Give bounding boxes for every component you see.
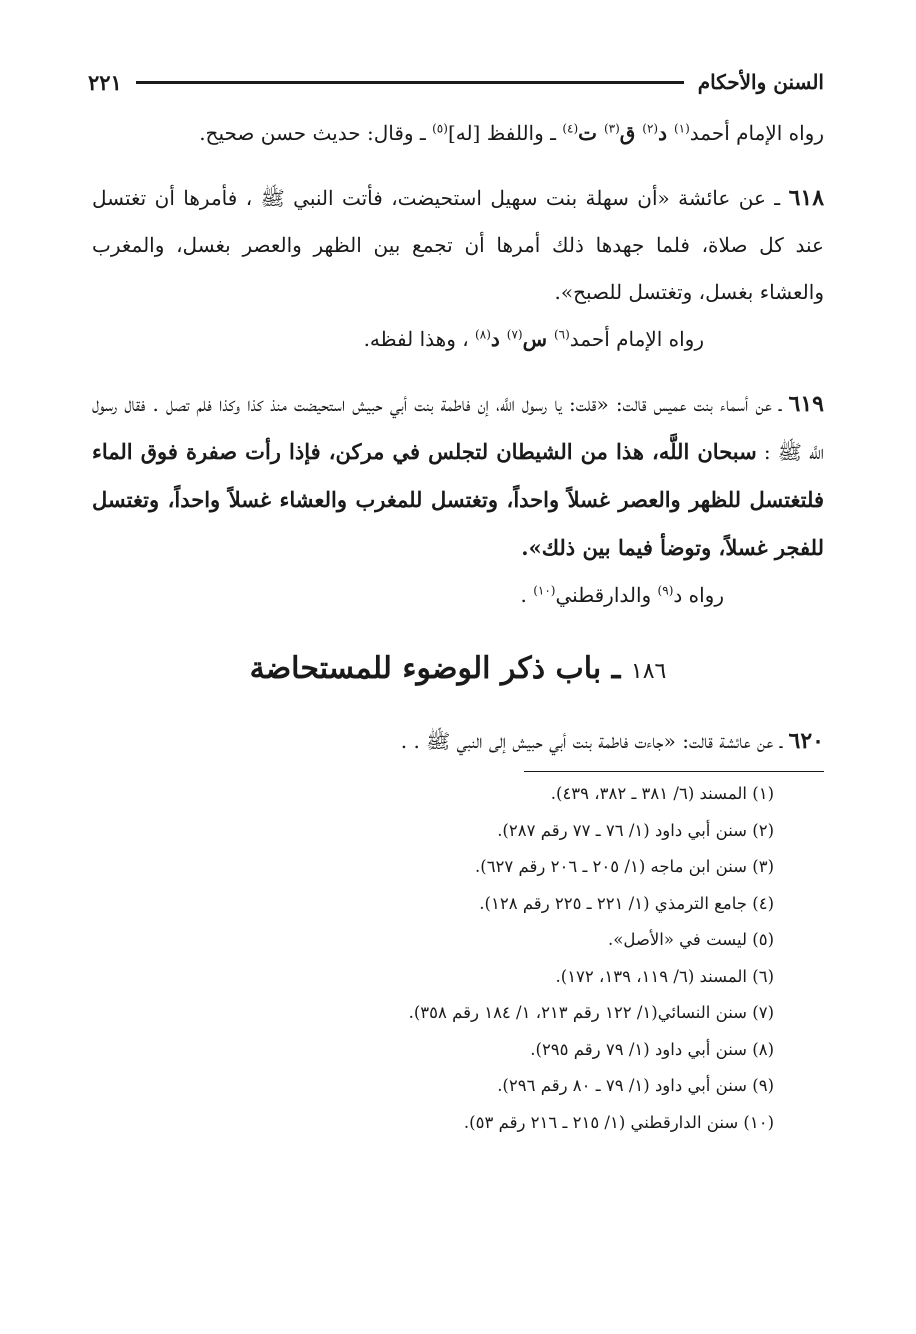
hadith-618 (92, 175, 824, 316)
footnote-ref: (٩) (657, 583, 674, 598)
chapter-number: ١٨٦ (630, 659, 667, 684)
footnote-ref: (٨) (475, 327, 491, 342)
footnote-ref: (٣) (603, 121, 620, 136)
page-number: ٢٢١ (88, 69, 122, 95)
footnote: (١) المسند (٦/ ٣٨١ ـ ٣٨٢، ٤٣٩). (550, 784, 774, 803)
spacer (92, 363, 824, 381)
source-symbol: د (658, 121, 674, 145)
footnotes (92, 776, 824, 1141)
footnote-ref: (٤) (562, 121, 579, 136)
footnote: (٣) سنن ابن ماجه (١/ ٢٠٥ ـ ٢٠٦ رقم ٦٢٧). (475, 857, 774, 876)
hadith-620 (92, 718, 824, 765)
narration-619 (92, 572, 824, 619)
footnote-ref: (١) (673, 121, 690, 136)
text-run: ـ واللفظ [له] (447, 121, 563, 145)
narration-paragraph-617 (92, 110, 824, 157)
text-run: والدارقطني (555, 583, 658, 607)
hadith-text: ـ عن عائشة «أن سهلة بنت سهيل استحيضت، فأتت النبي ﷺ ، فأمرها أن تغتسل عند كل صلاة، فلما جهدها ذلك أمرها أن تجمع بين الظهر والعصر بغسل، والمغرب والعشاء بغسل، وتغتسل للصبح». (92, 186, 824, 304)
footnote: (٤) جامع الترمذي (١/ ٢٢١ ـ ٢٢٥ رقم ١٢٨). (479, 893, 774, 913)
header-rule (136, 81, 684, 84)
page-body (92, 110, 824, 1141)
footnote-ref: (٧) (506, 327, 523, 342)
text-run: رواه الإمام أحمد (689, 121, 824, 145)
chapter-heading (92, 639, 824, 702)
footnote: (٨) سنن أبي داود (١/ ٧٩ رقم ٢٩٥). (530, 1039, 774, 1059)
footnote-ref: (٦) (553, 327, 570, 342)
hadith-number: ٦١٩ (788, 391, 824, 417)
narration-618 (92, 316, 824, 363)
page-header (88, 62, 824, 102)
footnote: (٢) سنن أبي داود (١/ ٧٦ ـ ٧٧ رقم ٢٨٧). (497, 820, 774, 840)
spacer (92, 157, 824, 175)
text-run: ـ وقال: حديث حسن صحيح. (199, 121, 433, 145)
footnote-ref: (١٠) (533, 583, 556, 598)
hadith-619 (92, 381, 824, 572)
footnote-ref: (٢) (642, 121, 659, 136)
hadith-number: ٦١٨ (788, 185, 825, 211)
hadith-text: ـ عن أسماء بنت عميس قالت: «قلت: يا رسول اللَّه، إن فاطمة بنت أبي حبيش استحيضت منذ كذا وكذا فلم تصل . فقال رسول اللَّه ﷺ : (92, 392, 824, 464)
text-run: ، وهذا لفظه. (363, 327, 476, 351)
prophetic-saying: سبحان اللَّه، هذا من الشيطان لتجلس في مركن، فإذا رأت صفرة فوق الماء فلتغتسل للظهر والعصر غسلاً واحداً، وتغتسل للمغرب والعشاء غسلاً واحداً، وتغتسل للفجر غسلاً، وتوضأ فيما بين ذلك». (92, 439, 824, 560)
text-run: . (520, 583, 534, 607)
footnote: (١٠) سنن الدارقطني (١/ ٢١٥ ـ ٢١٦ رقم ٥٣). (463, 1112, 774, 1132)
hadith-number: ٦٢٠ (788, 728, 824, 754)
text-run: رواه الإمام أحمد (569, 327, 704, 351)
running-title: السنن والأحكام (697, 70, 824, 94)
hadith-text: ـ عن عائشة قالت: «جاءت فاطمة بنت أبي حبيش إلى النبي ﷺ . . (400, 729, 789, 753)
source-symbol: د (490, 327, 507, 351)
footnote-separator (524, 771, 824, 772)
footnote: (٧) سنن النسائي(١/ ١٢٢ رقم ٢١٣، ١/ ١٨٤ رقم ٣٥٨). (408, 1003, 774, 1022)
chapter-title: ـ باب ذكر الوضوء للمستحاضة (249, 651, 631, 686)
footnote-ref: (٥) (432, 121, 448, 136)
text-run: رواه د (673, 583, 724, 607)
footnote: (٦) المسند (٦/ ١١٩، ١٣٩، ١٧٢). (555, 966, 774, 986)
source-symbol: س (522, 327, 554, 351)
footnote: (٥) ليست في «الأصل». (608, 930, 774, 949)
footnote: (٩) سنن أبي داود (١/ ٧٩ ـ ٨٠ رقم ٢٩٦). (497, 1076, 774, 1095)
source-symbol: ق (619, 121, 643, 145)
source-symbol: ت (578, 121, 604, 145)
